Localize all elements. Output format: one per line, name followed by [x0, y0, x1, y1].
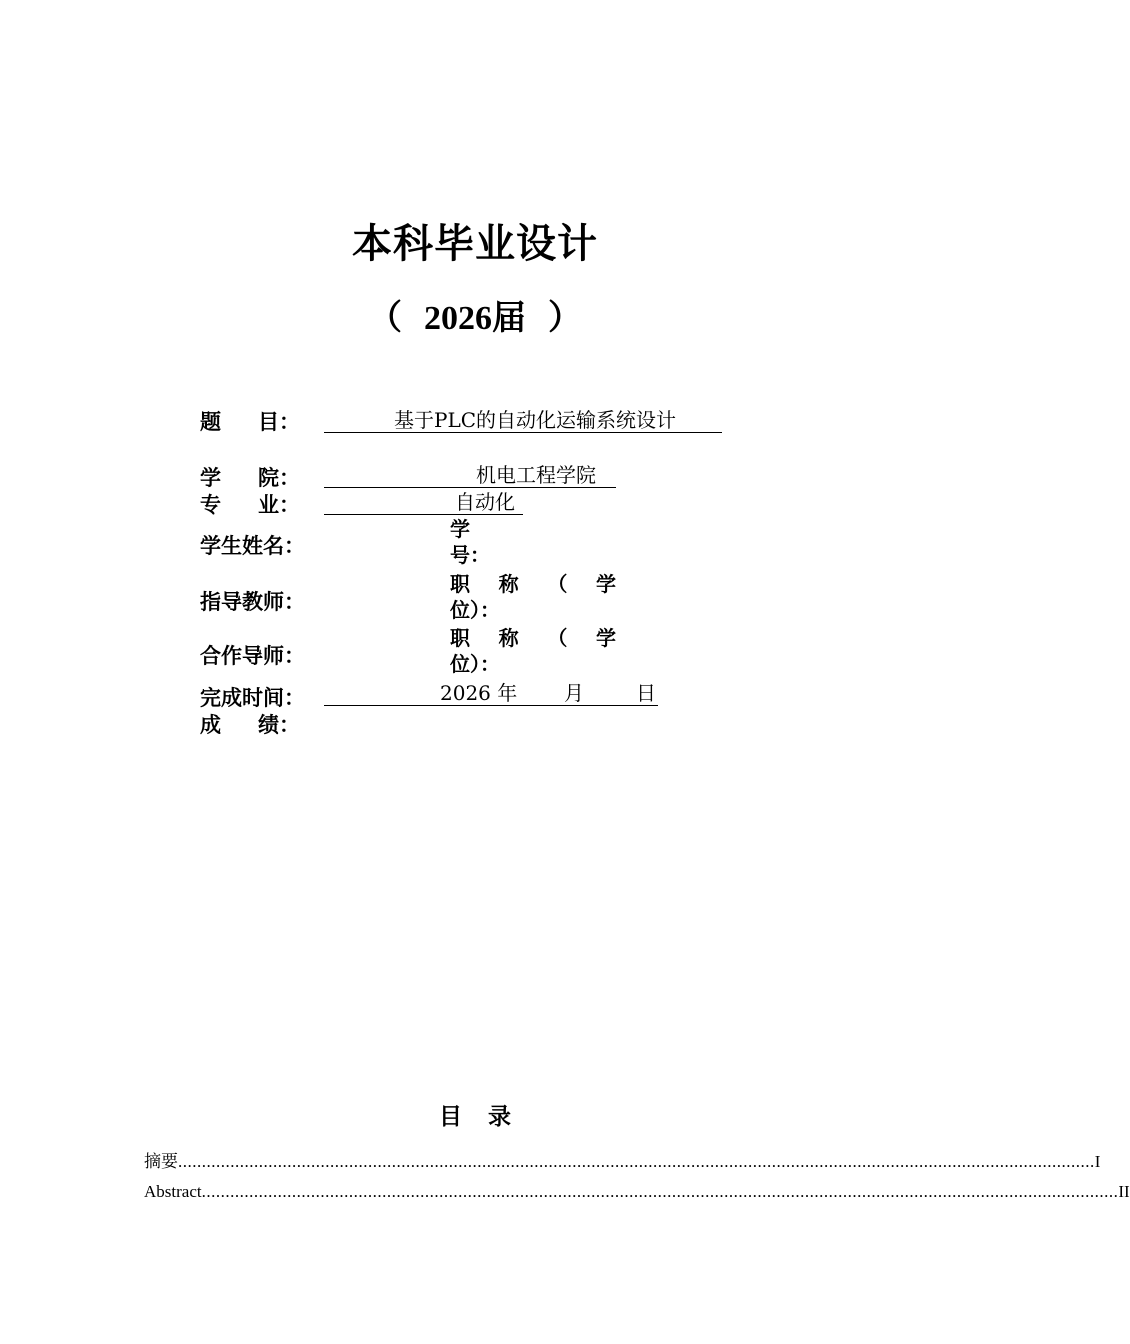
student-name-label: 学生姓名： — [200, 534, 305, 558]
student-id-label: 学 号： — [450, 517, 490, 567]
completion-day: 日 — [636, 681, 656, 705]
major-label: 专 业： — [200, 493, 300, 517]
session-close-paren: ） — [548, 300, 582, 337]
major-field[interactable] — [324, 489, 523, 515]
toc-title: 目 录 — [439, 1104, 511, 1130]
co-advisor-title-label: 职 称 （ 学 位）： — [450, 626, 616, 676]
advisor-label: 指导教师： — [200, 590, 305, 614]
co-advisor-label: 合作导师： — [200, 644, 305, 668]
topic-value: 基于PLC的自动化运输系统设计 — [394, 408, 677, 432]
toc-leader-dots: ................................................................................................................................................................................................. — [178, 1152, 1095, 1171]
cover-info-form — [200, 0, 800, 760]
session-year-value: 2026届 — [424, 300, 526, 337]
toc-entry-abstract-en[interactable] — [144, 1182, 1130, 1202]
completion-field[interactable] — [324, 680, 658, 706]
toc-entry-page: II — [1118, 1182, 1130, 1201]
completion-year: 2026 年 — [440, 681, 518, 705]
completion-label: 完成时间： — [200, 686, 305, 710]
advisor-title-label: 职 称 （ 学 位）： — [450, 572, 616, 622]
topic-label: 题 目： — [200, 410, 300, 434]
toc-entry-text: Abstract — [144, 1182, 202, 1201]
topic-field[interactable] — [324, 407, 722, 433]
toc-entry-text: 摘要 — [144, 1152, 178, 1171]
thesis-title: 本科毕业设计 — [352, 220, 598, 267]
toc-entry-page: I — [1094, 1152, 1101, 1171]
toc-entry-abstract-cn[interactable] — [144, 1147, 1101, 1172]
college-field[interactable] — [324, 462, 616, 488]
major-value: 自动化 — [455, 490, 515, 514]
completion-month: 月 — [564, 681, 584, 705]
toc-leader-dots: ................................................................................................................................................................................................. — [201, 1182, 1119, 1201]
grade-label: 成 绩： — [200, 713, 300, 737]
college-value: 机电工程学院 — [476, 463, 596, 487]
college-label: 学 院： — [200, 466, 300, 490]
session-open-paren: （ — [368, 300, 402, 337]
